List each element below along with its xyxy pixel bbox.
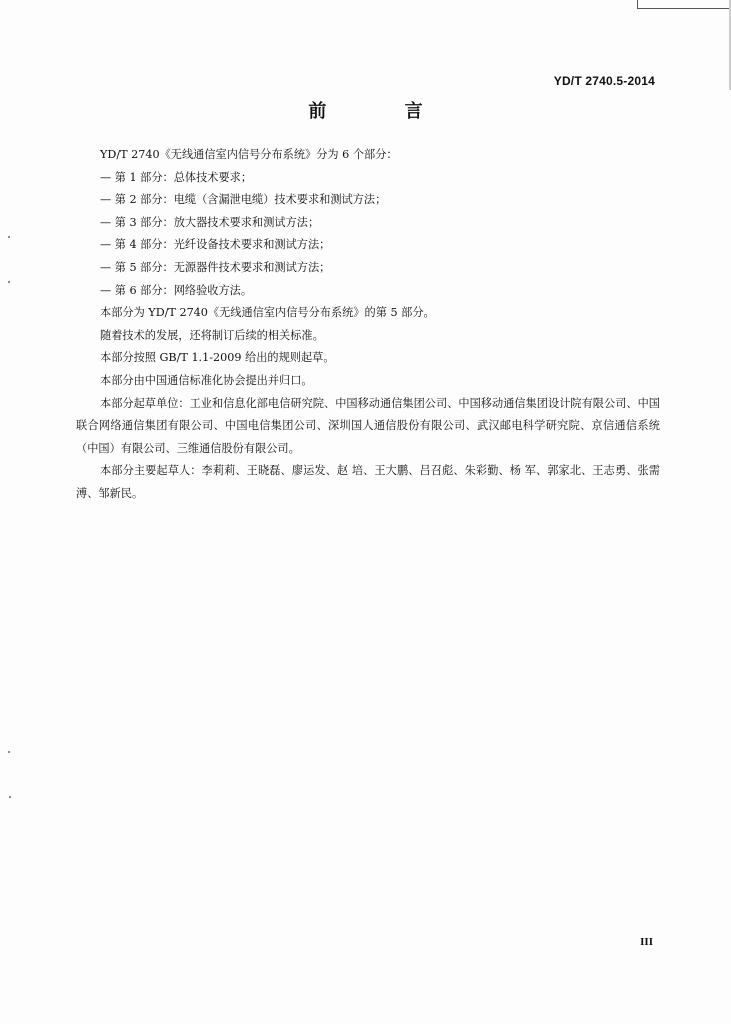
foreword-line: 本部分为 YD/T 2740《无线通信室内信号分布系统》的第 5 部分。 <box>100 306 435 320</box>
part-list-item: — 第 6 部分：网络验收方法。 <box>100 283 253 297</box>
foreword-line: 随着技术的发展，还将制订后续的相关标准。 <box>100 328 324 342</box>
drafters-paragraph: 本部分主要起草人：李莉莉、王晓磊、廖运发、赵 培、王大鹏、吕召彪、朱彩勤、杨 军、郭家北、王志勇、张需溥、邹新民。 <box>76 464 660 500</box>
scan-speck <box>8 751 10 753</box>
part-list-item: — 第 4 部分：光纤设备技术要求和测试方法； <box>100 238 331 252</box>
standard-number: YD/T 2740.5-2014 <box>553 74 655 88</box>
part-list-item: — 第 2 部分：电缆（含漏泄电缆）技术要求和测试方法； <box>100 193 387 207</box>
scan-speck <box>9 796 11 798</box>
part-list-item: — 第 3 部分：放大器技术要求和测试方法； <box>100 215 320 229</box>
scan-speck <box>8 281 10 283</box>
part-list-item: — 第 1 部分：总体技术要求； <box>100 170 253 184</box>
foreword-line: 本部分由中国通信标准化协会提出并归口。 <box>100 373 313 387</box>
drafting-units-paragraph: 本部分起草单位：工业和信息化部电信研究院、中国移动通信集团公司、中国移动通信集团设计院有限公司、中国联合网络通信集团有限公司、中国电信集团公司、深圳国人通信股份有限公司、武汉邮电科学研究院、京信通信系统（中国）有限公司、三维通信股份有限公司。 <box>76 396 660 455</box>
scan-speck <box>8 236 10 238</box>
page-corner-mark <box>637 0 731 9</box>
foreword-line: YD/T 2740《无线通信室内信号分布系统》分为 6 个部分： <box>100 148 398 161</box>
foreword-line: 本部分按照 GB/T 1.1-2009 给出的规则起草。 <box>100 351 335 365</box>
page-title: 前 言 <box>308 101 459 122</box>
part-list-item: — 第 5 部分：无源器件技术要求和测试方法； <box>100 260 331 274</box>
foreword-body <box>76 144 660 506</box>
page-number: III <box>640 936 653 948</box>
